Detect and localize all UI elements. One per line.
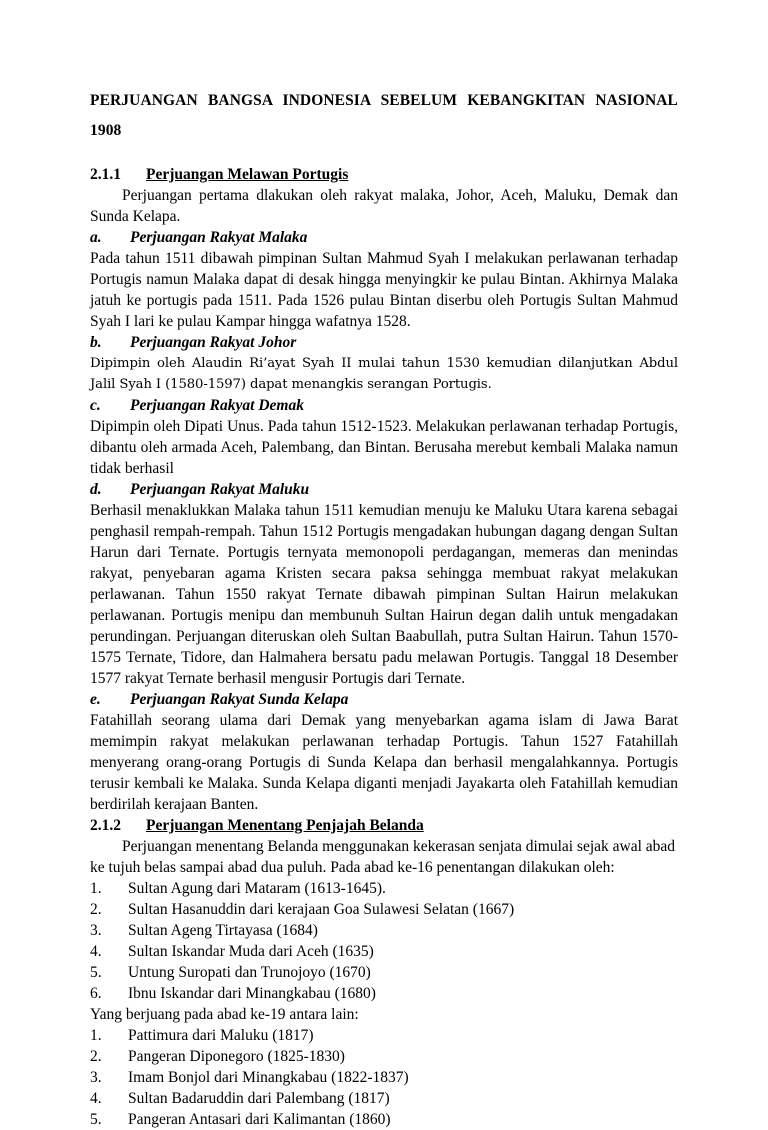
list-item xyxy=(90,878,678,899)
list-item-number: 6. xyxy=(90,985,102,1002)
section-heading-212 xyxy=(90,815,678,836)
subsection-body-a: Pada tahun 1511 dibawah pimpinan Sultan Mahmud Syah I melakukan perlawanan terhadap Portugis namun Malaka dapat di desak hingga menyingkir ke pulau Bintan. Akhirnya Malaka jatuh ke portugis pada 1511. Pada 1526 pulau Bintan diserbu oleh Portugis Sultan Mahmud Syah I lari ke pulau Kampar hingga wafatnya 1528. xyxy=(90,250,678,330)
subsection-heading-b xyxy=(90,332,678,353)
document-title-line2: 1908 xyxy=(90,122,122,139)
subsection-body-e: Fatahillah seorang ulama dari Demak yang menyebarkan agama islam di Jawa Barat memimpin rakyat melakukan perlawanan terhadap Portugis. Tahun 1527 Fatahillah menyerang orang-orang Portugis di Sunda Kelapa dan berhasil mengalahkannya. Portugis terusir kembali ke Malaka. Sunda Kelapa diganti menjadi Jayakarta oleh Fatahillah kemudian berdirilah kerajaan Banten. xyxy=(90,712,678,813)
subsection-letter-a: a. xyxy=(90,229,102,246)
subsection-title-a: Perjuangan Rakyat Malaka xyxy=(130,229,308,246)
subsection-letter-b: b. xyxy=(90,334,102,351)
subsection-title-b: Perjuangan Rakyat Johor xyxy=(130,334,297,351)
list-item xyxy=(90,1046,678,1067)
subsection-heading-c xyxy=(90,395,678,416)
list-item-text: Sultan Badaruddin dari Palembang (1817) xyxy=(128,1090,390,1107)
list-item-text: Pattimura dari Maluku (1817) xyxy=(128,1027,314,1044)
list-item xyxy=(90,1067,678,1088)
subsection-title-c: Perjuangan Rakyat Demak xyxy=(130,397,304,414)
list-item xyxy=(90,1109,678,1130)
section-number-211: 2.1.1 xyxy=(90,166,121,183)
list-item-text: Pangeran Antasari dari Kalimantan (1860) xyxy=(128,1111,391,1128)
list-item-number: 3. xyxy=(90,922,102,939)
list-16th-century xyxy=(90,878,678,1004)
list-item-text: Sultan Agung dari Mataram (1613-1645). xyxy=(128,880,386,897)
title-spacer xyxy=(90,146,678,164)
subsection-letter-d: d. xyxy=(90,481,102,498)
subsection-letter-e: e. xyxy=(90,691,101,708)
list-item xyxy=(90,920,678,941)
list-item-number: 1. xyxy=(90,880,102,897)
list-item-number: 5. xyxy=(90,1111,102,1128)
section-heading-211 xyxy=(90,164,678,185)
section-number-212: 2.1.2 xyxy=(90,817,121,834)
subsection-heading-e xyxy=(90,689,678,710)
list-item-number: 1. xyxy=(90,1027,102,1044)
list-item-number: 4. xyxy=(90,943,102,960)
subsection-title-d: Perjuangan Rakyat Maluku xyxy=(130,481,310,498)
list-item xyxy=(90,983,678,1004)
list-19th-intro: Yang berjuang pada abad ke-19 antara lain: xyxy=(90,1006,359,1023)
section-211-intro: Perjuangan pertama dlakukan oleh rakyat malaka, Johor, Aceh, Maluku, Demak dan Sunda Kelapa. xyxy=(90,187,678,225)
list-item-number: 3. xyxy=(90,1069,102,1086)
list-item-text: Pangeran Diponegoro (1825-1830) xyxy=(128,1048,345,1065)
section-title-211: Perjuangan Melawan Portugis xyxy=(146,166,349,183)
list-item xyxy=(90,1025,678,1046)
list-item xyxy=(90,962,678,983)
document-title xyxy=(90,86,678,146)
subsection-body-b: Dipimpin oleh Alaudin Ri’ayat Syah II mulai tahun 1530 kemudian dilanjutkan Abdul Jalil Syah I (1580-1597) dapat menangkis serangan Portugis. xyxy=(90,356,678,392)
list-item-number: 2. xyxy=(90,1048,102,1065)
document-title-line1: PERJUANGAN BANGSA INDONESIA SEBELUM KEBANGKITAN NASIONAL xyxy=(90,92,678,109)
list-item-text: Untung Suropati dan Trunojoyo (1670) xyxy=(128,964,371,981)
list-item-number: 2. xyxy=(90,901,102,918)
list-item-text: Sultan Iskandar Muda dari Aceh (1635) xyxy=(128,943,374,960)
subsection-heading-d xyxy=(90,479,678,500)
list-item xyxy=(90,899,678,920)
subsection-letter-c: c. xyxy=(90,397,101,414)
section-title-212: Perjuangan Menentang Penjajah Belanda xyxy=(146,817,424,834)
list-item-number: 4. xyxy=(90,1090,102,1107)
document-body xyxy=(90,86,678,1130)
list-item-number: 5. xyxy=(90,964,102,981)
list-item-text: Sultan Hasanuddin dari kerajaan Goa Sulawesi Selatan (1667) xyxy=(128,901,515,918)
list-19th-century xyxy=(90,1025,678,1130)
subsection-title-e: Perjuangan Rakyat Sunda Kelapa xyxy=(130,691,349,708)
list-item-text: Sultan Ageng Tirtayasa (1684) xyxy=(128,922,318,939)
subsection-heading-a xyxy=(90,227,678,248)
list-item xyxy=(90,941,678,962)
list-item xyxy=(90,1088,678,1109)
list-item-text: Imam Bonjol dari Minangkabau (1822-1837) xyxy=(128,1069,409,1086)
subsection-body-c: Dipimpin oleh Dipati Unus. Pada tahun 1512-1523. Melakukan perlawanan terhadap Portugis, dibantu oleh armada Aceh, Palembang, dan Bintan. Berusaha merebut kembali Malaka namun tidak berhasil xyxy=(90,418,678,477)
section-212-intro: Perjuangan menentang Belanda menggunakan kekerasan senjata dimulai sejak awal abad ke tujuh belas sampai abad dua puluh. Pada abad ke-16 penentangan dilakukan oleh: xyxy=(90,838,676,876)
list-item-text: Ibnu Iskandar dari Minangkabau (1680) xyxy=(128,985,376,1002)
subsection-body-d: Berhasil menaklukkan Malaka tahun 1511 kemudian menuju ke Maluku Utara karena sebagai penghasil rempah-rempah. Tahun 1512 Portugis mengadakan hubungan dagang dengan Sultan Harun dari Ternate. Portugis ternyata memonopoli perdagangan, memeras dan menindas rakyat, penyebaran agama Kristen secara paksa sehingga membuat rakyat melakukan perlawanan. Tahun 1550 rakyat Ternate dibawah pimpinan Sultan Hairun melakukan perlawanan. Portugis menipu dan membunuh Sultan Hairun degan dalih untuk mengadakan perundingan. Perjuangan diteruskan oleh Sultan Baabullah, putra Sultan Hairun. Tahun 1570-1575 Ternate, Tidore, dan Halmahera bersatu padu melawan Portugis. Tanggal 18 Desember 1577 rakyat Ternate berhasil mengusir Portugis dari Ternate. xyxy=(90,502,678,687)
